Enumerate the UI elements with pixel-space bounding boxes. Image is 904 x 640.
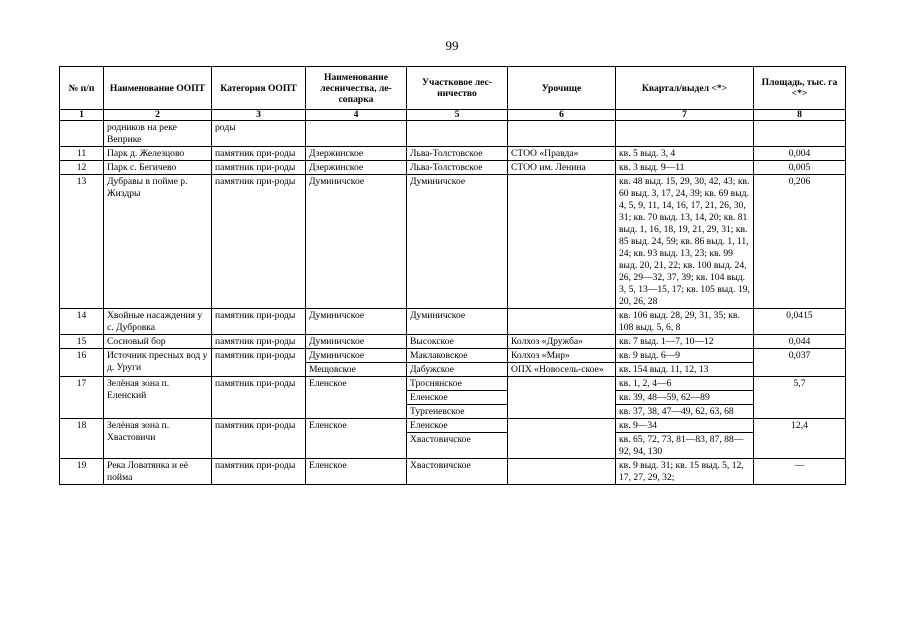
header-quarters: Квартал/выдел <*> [616, 67, 754, 110]
row-district [407, 121, 508, 147]
row-quarters-item: кв. 39, 48—59, 62—89 [616, 390, 753, 404]
column-number: 2 [104, 110, 212, 121]
row-area: 0,004 [754, 147, 846, 161]
row-tract [508, 419, 616, 459]
table-row [60, 147, 846, 161]
table-row [60, 121, 846, 147]
row-num: 17 [60, 377, 104, 419]
row-category: роды [212, 121, 306, 147]
table-row [60, 459, 846, 485]
row-forestry: Дзержинское [306, 161, 407, 175]
row-tract [508, 309, 616, 335]
header-num: № п/п [60, 67, 104, 110]
row-forestry-item: Мещовское [306, 362, 406, 376]
row-district: Думиничское [407, 175, 508, 309]
row-area: 5,7 [754, 377, 846, 419]
header-row [60, 67, 846, 110]
row-category: памятник при-роды [212, 419, 306, 459]
column-numbers-row [60, 110, 846, 121]
row-tract [508, 459, 616, 485]
row-quarters: кв. 5 выд. 3, 4 [616, 147, 754, 161]
row-tract [508, 377, 616, 419]
row-forestry: Думиничское [306, 175, 407, 309]
row-category: памятник при-роды [212, 161, 306, 175]
row-area: 0,044 [754, 335, 846, 349]
row-quarters: кв. 106 выд. 28, 29, 31, 35; кв. 108 выд. 5, 6, 8 [616, 309, 754, 335]
row-area: — [754, 459, 846, 485]
row-tract [508, 175, 616, 309]
row-name: родников на реке Веприке [104, 121, 212, 147]
row-quarters [616, 121, 754, 147]
row-quarters: кв. 3 выд. 9—11 [616, 161, 754, 175]
row-name: Река Ловатянка и её пойма [104, 459, 212, 485]
row-district [407, 349, 508, 377]
column-number: 3 [212, 110, 306, 121]
row-district-item: Дабужское [407, 362, 507, 376]
row-category: памятник при-роды [212, 335, 306, 349]
row-quarters-item: кв. 154 выд. 11, 12, 13 [616, 362, 753, 376]
row-name: Зелёная зона п. Хвастовичи [104, 419, 212, 459]
row-quarters [616, 349, 754, 377]
row-tract: Колхоз «Дружба» [508, 335, 616, 349]
row-category: памятник при-роды [212, 349, 306, 377]
row-num: 18 [60, 419, 104, 459]
header-district: Участковое лес-ничество [407, 67, 508, 110]
row-category: памятник при-роды [212, 175, 306, 309]
row-quarters: кв. 7 выд. 1—7, 10—12 [616, 335, 754, 349]
row-area [754, 121, 846, 147]
row-forestry: Думиничское [306, 309, 407, 335]
row-num [60, 121, 104, 147]
row-area: 0,005 [754, 161, 846, 175]
row-district: Высокское [407, 335, 508, 349]
row-num: 12 [60, 161, 104, 175]
row-district [407, 419, 508, 459]
row-quarters-item: кв. 9—34 [619, 420, 657, 431]
column-number: 8 [754, 110, 846, 121]
row-district: Думиничское [407, 309, 508, 335]
row-area: 0,0415 [754, 309, 846, 335]
row-area: 12,4 [754, 419, 846, 459]
row-quarters-item: кв. 37, 38, 47—49, 62, 63, 68 [616, 404, 753, 418]
row-tract-item: Колхоз «Мир» [511, 350, 570, 361]
header-category: Категория ООПТ [212, 67, 306, 110]
column-number: 1 [60, 110, 104, 121]
row-quarters [616, 377, 754, 419]
row-category: памятник при-роды [212, 377, 306, 419]
column-number: 7 [616, 110, 754, 121]
row-category: памятник при-роды [212, 147, 306, 161]
row-area: 0,037 [754, 349, 846, 377]
row-forestry: Еленское [306, 377, 407, 419]
row-area: 0,206 [754, 175, 846, 309]
table-row [60, 161, 846, 175]
row-district-item: Маклаковское [410, 350, 468, 361]
row-forestry: Дзержинское [306, 147, 407, 161]
row-district: Льва-Толстовское [407, 161, 508, 175]
row-category: памятник при-роды [212, 309, 306, 335]
row-district-item: Еленское [407, 390, 507, 404]
column-number: 6 [508, 110, 616, 121]
row-forestry: Думиничское [306, 335, 407, 349]
table-row [60, 349, 846, 377]
protected-areas-table [59, 66, 846, 485]
row-quarters-item: кв. 65, 72, 73, 81—83, 87, 88—92, 94, 130 [616, 432, 753, 458]
table-row [60, 335, 846, 349]
header-forestry: Наименование лесничества, ле-сопарка [306, 67, 407, 110]
row-name: Парк д. Железцово [104, 147, 212, 161]
row-forestry: Еленское [306, 419, 407, 459]
row-district: Хвастовичское [407, 459, 508, 485]
row-name: Дубравы в пойме р. Жиздры [104, 175, 212, 309]
row-quarters [616, 419, 754, 459]
row-district: Льва-Толстовское [407, 147, 508, 161]
row-num: 14 [60, 309, 104, 335]
row-quarters: кв. 48 выд. 15, 29, 30, 42, 43; кв. 60 выд. 3, 17, 24, 39; кв. 69 выд. 4, 5, 9, 11, 14, 16, 17, 21, 26, 30, 31; кв. 70 выд. 13, 14, 20; кв. 81 выд. 1, 16, 18, 19, 21, 29, 31; кв. 85 выд. 24, 59; кв. 86 выд. 1, 11, 24; кв. 93 выд. 13, 23; кв. 99 выд. 20, 21, 22; кв. 100 выд. 24, 26, 29—32, 37, 39; кв. 104 выд. 3, 5, 13—15, 17; кв. 105 выд. 19, 20, 26, 28 [616, 175, 754, 309]
table-row [60, 309, 846, 335]
page-number: 99 [445, 38, 459, 53]
table-row [60, 419, 846, 459]
header-area: Площадь, тыс. га <*> [754, 67, 846, 110]
row-name: Сосновый бор [104, 335, 212, 349]
column-number: 4 [306, 110, 407, 121]
row-district-item: Тургеневское [407, 404, 507, 418]
row-num: 11 [60, 147, 104, 161]
row-name: Парк с. Бегичево [104, 161, 212, 175]
row-district-item: Еленское [410, 420, 448, 431]
table-row [60, 377, 846, 419]
row-name: Хвойные насаждения у с. Дубровка [104, 309, 212, 335]
row-num: 13 [60, 175, 104, 309]
row-district-item: Троснянское [410, 378, 462, 389]
row-quarters-item: кв. 1, 2, 4—6 [619, 378, 672, 389]
row-num: 15 [60, 335, 104, 349]
header-name: Наименование ООПТ [104, 67, 212, 110]
row-district-item: Хвастовичское [407, 432, 507, 446]
row-district [407, 377, 508, 419]
column-number: 5 [407, 110, 508, 121]
row-tract: СТОО «Правда» [508, 147, 616, 161]
row-tract: СТОО им. Ленина [508, 161, 616, 175]
row-name: Зелёная зона п. Еленский [104, 377, 212, 419]
row-num: 19 [60, 459, 104, 485]
table-row [60, 175, 846, 309]
row-tract [508, 121, 616, 147]
row-forestry: Еленское [306, 459, 407, 485]
row-tract [508, 349, 616, 377]
header-tract: Урочище [508, 67, 616, 110]
row-category: памятник при-роды [212, 459, 306, 485]
row-forestry [306, 121, 407, 147]
row-num: 16 [60, 349, 104, 377]
row-forestry-item: Думиничское [309, 350, 365, 361]
row-quarters-item: кв. 9 выд. 6—9 [619, 350, 681, 361]
row-tract-item: ОПХ «Новосель-ское» [508, 362, 615, 376]
row-forestry [306, 349, 407, 377]
row-name: Источник пресных вод у д. Уруги [104, 349, 212, 377]
row-quarters: кв. 9 выд. 31; кв. 15 выд. 5, 12, 17, 27, 29, 32; [616, 459, 754, 485]
